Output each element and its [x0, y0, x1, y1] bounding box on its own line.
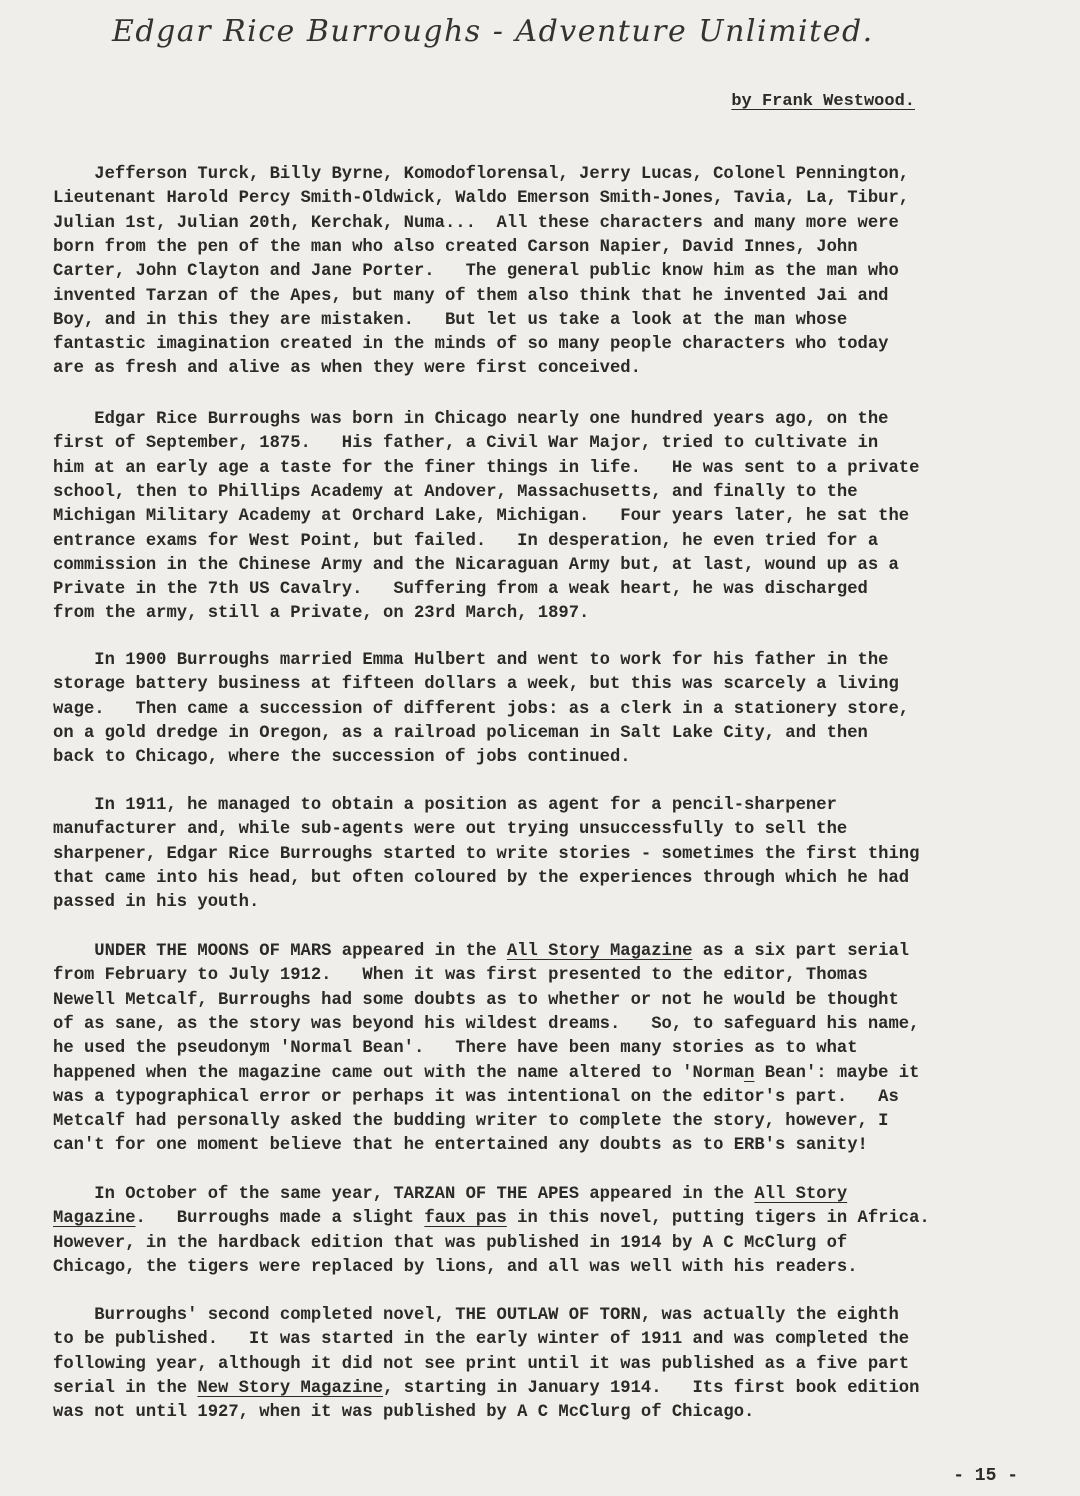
text-segment: following year, although it did not see print until it was published as a five part — [53, 1354, 910, 1374]
underlined-text: All Story Magazine — [506, 942, 693, 961]
text-segment: as a six part serial — [692, 942, 910, 961]
text-line — [53, 459, 919, 479]
text-line — [53, 1355, 909, 1375]
text-segment: Michigan Military Academy at Orchard Lake, Michigan. Four years later, he sat the — [53, 507, 910, 527]
text-line — [53, 1258, 858, 1278]
text-segment: storage battery business at fifteen dollars a week, but this was scarcely a living — [53, 675, 899, 695]
text-line — [53, 507, 909, 527]
text-segment: fantastic imagination created in the minds of so many people characters who today — [53, 335, 889, 355]
text-line — [53, 942, 909, 962]
text-segment: Bean': maybe it — [754, 1063, 920, 1083]
text-segment: Chicago, the tigers were replaced by lions, and all was well with his readers. — [53, 1257, 858, 1277]
text-segment: UNDER THE MOONS OF MARS appeared in the — [53, 942, 507, 961]
text-segment: are as fresh and alive as when they were first conceived. — [53, 359, 641, 379]
text-segment: school, then to Phillips Academy at Andover, Massachusetts, and finally to the — [53, 482, 858, 502]
text-line — [53, 1330, 909, 1350]
text-segment: Julian 1st, Julian 20th, Kerchak, Numa... All these characters and many more were — [53, 213, 899, 233]
text-segment: him at an early age a taste for the finer things in life. He was sent to a private — [53, 458, 920, 478]
text-segment: In 1900 Burroughs married Emma Hulbert and went to work for his father in the — [53, 651, 889, 670]
text-segment: of as sane, as the story was beyond his wildest dreams. So, to safeguard his name, — [53, 1014, 920, 1034]
text-line — [53, 748, 631, 768]
underlined-text: faux pas — [424, 1209, 507, 1229]
text-line — [53, 287, 888, 307]
text-line — [53, 820, 847, 840]
page-title: Edgar Rice Burroughs - Adventure Unlimited. — [112, 14, 874, 49]
text-segment: from February to July 1912. When it was first presented to the editor, Thomas — [53, 966, 868, 986]
text-line — [53, 651, 888, 671]
text-line — [53, 434, 878, 454]
text-segment: Lieutenant Harold Percy Smith-Oldwick, Waldo Emerson Smith-Jones, Tavia, La, Tibur, — [53, 189, 910, 209]
text-segment: . Burroughs made a slight — [135, 1209, 425, 1229]
text-line — [53, 410, 888, 430]
text-line — [53, 238, 858, 258]
text-segment: In 1911, he managed to obtain a position as agent for a pencil-sharpener — [53, 796, 837, 815]
text-line — [53, 1379, 919, 1399]
text-segment: Burroughs' second completed novel, THE OUTLAW OF TORN, was actually the eighth — [53, 1306, 899, 1325]
underlined-text: All Story — [754, 1185, 848, 1204]
text-segment: invented Tarzan of the Apes, but many of them also think that he invented Jai and — [53, 286, 889, 306]
text-segment: from the army, still a Private, on 23rd March, 1897. — [53, 604, 590, 624]
text-line — [53, 359, 641, 379]
underlined-text: n — [744, 1063, 755, 1083]
text-line — [53, 700, 909, 720]
underlined-text: Magazine — [53, 1209, 136, 1229]
text-segment: However, in the hardback edition that was published in 1914 by A C McClurg of — [53, 1233, 848, 1253]
text-line — [53, 1306, 899, 1326]
text-line — [53, 796, 837, 816]
text-segment: Metcalf had personally asked the budding writer to complete the story, however, I — [53, 1112, 889, 1132]
text-line — [53, 311, 847, 331]
text-line — [53, 675, 899, 695]
text-line — [53, 1185, 847, 1205]
text-segment: was a typographical error or perhaps it was intentional on the editor's part. As — [53, 1087, 899, 1107]
text-line — [53, 1403, 754, 1423]
text-segment: was not until 1927, when it was published by A C McClurg of Chicago. — [53, 1403, 755, 1423]
text-segment: manufacturer and, while sub-agents were out trying unsuccessfully to sell the — [53, 820, 848, 840]
page-number: - 15 - — [953, 1466, 1018, 1486]
text-line — [53, 262, 899, 282]
text-segment: that came into his head, but often coloured by the experiences through which he had — [53, 868, 910, 888]
text-line — [53, 1209, 930, 1229]
text-line — [53, 335, 888, 355]
text-segment: In October of the same year, TARZAN OF THE APES appeared in the — [53, 1185, 755, 1204]
text-segment: entrance exams for West Point, but failed. In desperation, he even tried for a — [53, 531, 879, 551]
text-segment: happened when the magazine came out with the name altered to 'Norma — [53, 1063, 745, 1083]
text-line — [53, 604, 589, 624]
byline: by Frank Westwood. — [731, 92, 915, 111]
text-line — [53, 724, 868, 744]
text-segment: in this novel, putting tigers in Africa. — [506, 1209, 930, 1229]
text-line — [53, 966, 868, 986]
text-segment: Private in the 7th US Cavalry. Suffering from a weak heart, he was discharged — [53, 580, 868, 600]
text-line — [53, 580, 868, 600]
text-segment: back to Chicago, where the succession of jobs continued. — [53, 748, 631, 768]
text-line — [53, 165, 909, 185]
text-line — [53, 1234, 847, 1254]
text-line — [53, 556, 899, 576]
text-segment: Carter, John Clayton and Jane Porter. The general public know him as the man who — [53, 262, 899, 282]
text-segment: Boy, and in this they are mistaken. But let us take a look at the man whose — [53, 310, 848, 330]
text-segment: born from the pen of the man who also created Carson Napier, David Innes, John — [53, 237, 858, 257]
text-segment: commission in the Chinese Army and the Nicaraguan Army but, at last, wound up as a — [53, 555, 899, 575]
text-line — [53, 1112, 888, 1132]
text-segment: can't for one moment believe that he entertained any doubts as to ERB's sanity! — [53, 1136, 868, 1156]
text-line — [53, 532, 878, 552]
text-line — [53, 893, 259, 913]
text-segment: Jefferson Turck, Billy Byrne, Komodoflorensal, Jerry Lucas, Colonel Pennington, — [53, 165, 910, 184]
text-segment: Edgar Rice Burroughs was born in Chicago nearly one hundred years ago, on the — [53, 410, 889, 429]
text-line — [53, 1015, 919, 1035]
text-line — [53, 845, 919, 865]
text-line — [53, 1136, 868, 1156]
text-line — [53, 214, 899, 234]
text-segment: , starting in January 1914. Its first book edition — [383, 1378, 920, 1398]
text-segment: first of September, 1875. His father, a Civil War Major, tried to cultivate in — [53, 434, 879, 454]
text-segment: he used the pseudonym 'Normal Bean'. There have been many stories as to what — [53, 1039, 858, 1059]
text-segment: serial in the — [53, 1378, 198, 1398]
text-line — [53, 1088, 899, 1108]
text-segment: Newell Metcalf, Burroughs had some doubts as to whether or not he would be thought — [53, 990, 899, 1010]
text-segment: wage. Then came a succession of different jobs: as a clerk in a stationery store, — [53, 699, 910, 719]
underlined-text: New Story Magazine — [197, 1378, 384, 1398]
text-line — [53, 483, 858, 503]
text-line — [53, 189, 909, 209]
text-line — [53, 869, 909, 889]
text-segment: sharpener, Edgar Rice Burroughs started to write stories - sometimes the first thing — [53, 844, 920, 864]
text-segment: on a gold dredge in Oregon, as a railroad policeman in Salt Lake City, and then — [53, 723, 868, 743]
text-line — [53, 991, 899, 1011]
text-segment: passed in his youth. — [53, 893, 260, 913]
text-segment: to be published. It was started in the early winter of 1911 and was completed the — [53, 1330, 910, 1350]
text-line — [53, 1039, 858, 1059]
text-line — [53, 1064, 919, 1084]
